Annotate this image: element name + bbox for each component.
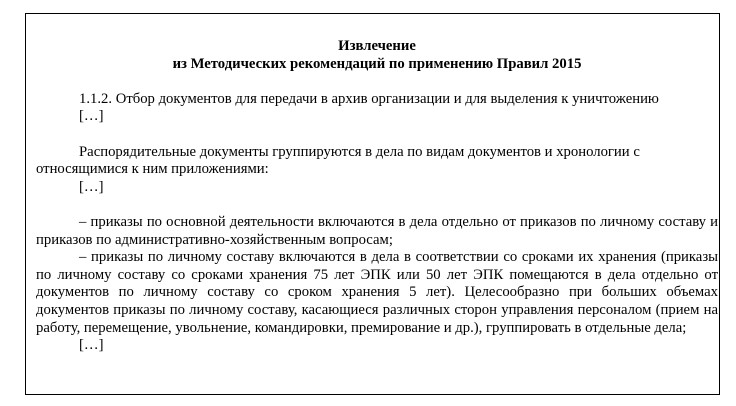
heading-line-1: Извлечение xyxy=(338,38,416,54)
ellipsis-1: […] xyxy=(79,108,104,125)
paragraph-personnel-orders: – приказы по личному составу включаются в дела в соответствии со сроками их хранения (приказы по личному составу со сроками хранения 75 лет ЭПК или 50 лет ЭПК помещаются в дела отдельно от документов по личному составу со сроком хранения 5 лет). Целесообразно при больших объемах документов приказы по личному составу, касающиеся различных сторон управления персоналом (прием на работу, перемещение, увольнение, командировки, премирование и др.), группировать в отдельные дела; xyxy=(36,249,718,336)
ellipsis-3: […] xyxy=(79,337,104,354)
paragraph-grouping-intro: Распорядительные документы группируются в дела по видам документов и хронологии с относящимися к ним приложениями: xyxy=(36,143,640,178)
spacer xyxy=(36,196,718,214)
spacer xyxy=(36,126,718,144)
document-content xyxy=(36,38,718,355)
paragraph-main-orders: – приказы по основной деятельности включаются в дела отдельно от приказов по личному составу и приказов по административно-хозяйственным вопросам; xyxy=(36,213,718,248)
ellipsis-2: […] xyxy=(79,178,104,195)
spacer xyxy=(36,73,718,91)
heading-line-2: из Методических рекомендаций по применению Правил 2015 xyxy=(172,55,582,72)
paragraph-section-heading: 1.1.2. Отбор документов для передачи в архив организации и для выделения к уничтожению xyxy=(79,90,659,107)
